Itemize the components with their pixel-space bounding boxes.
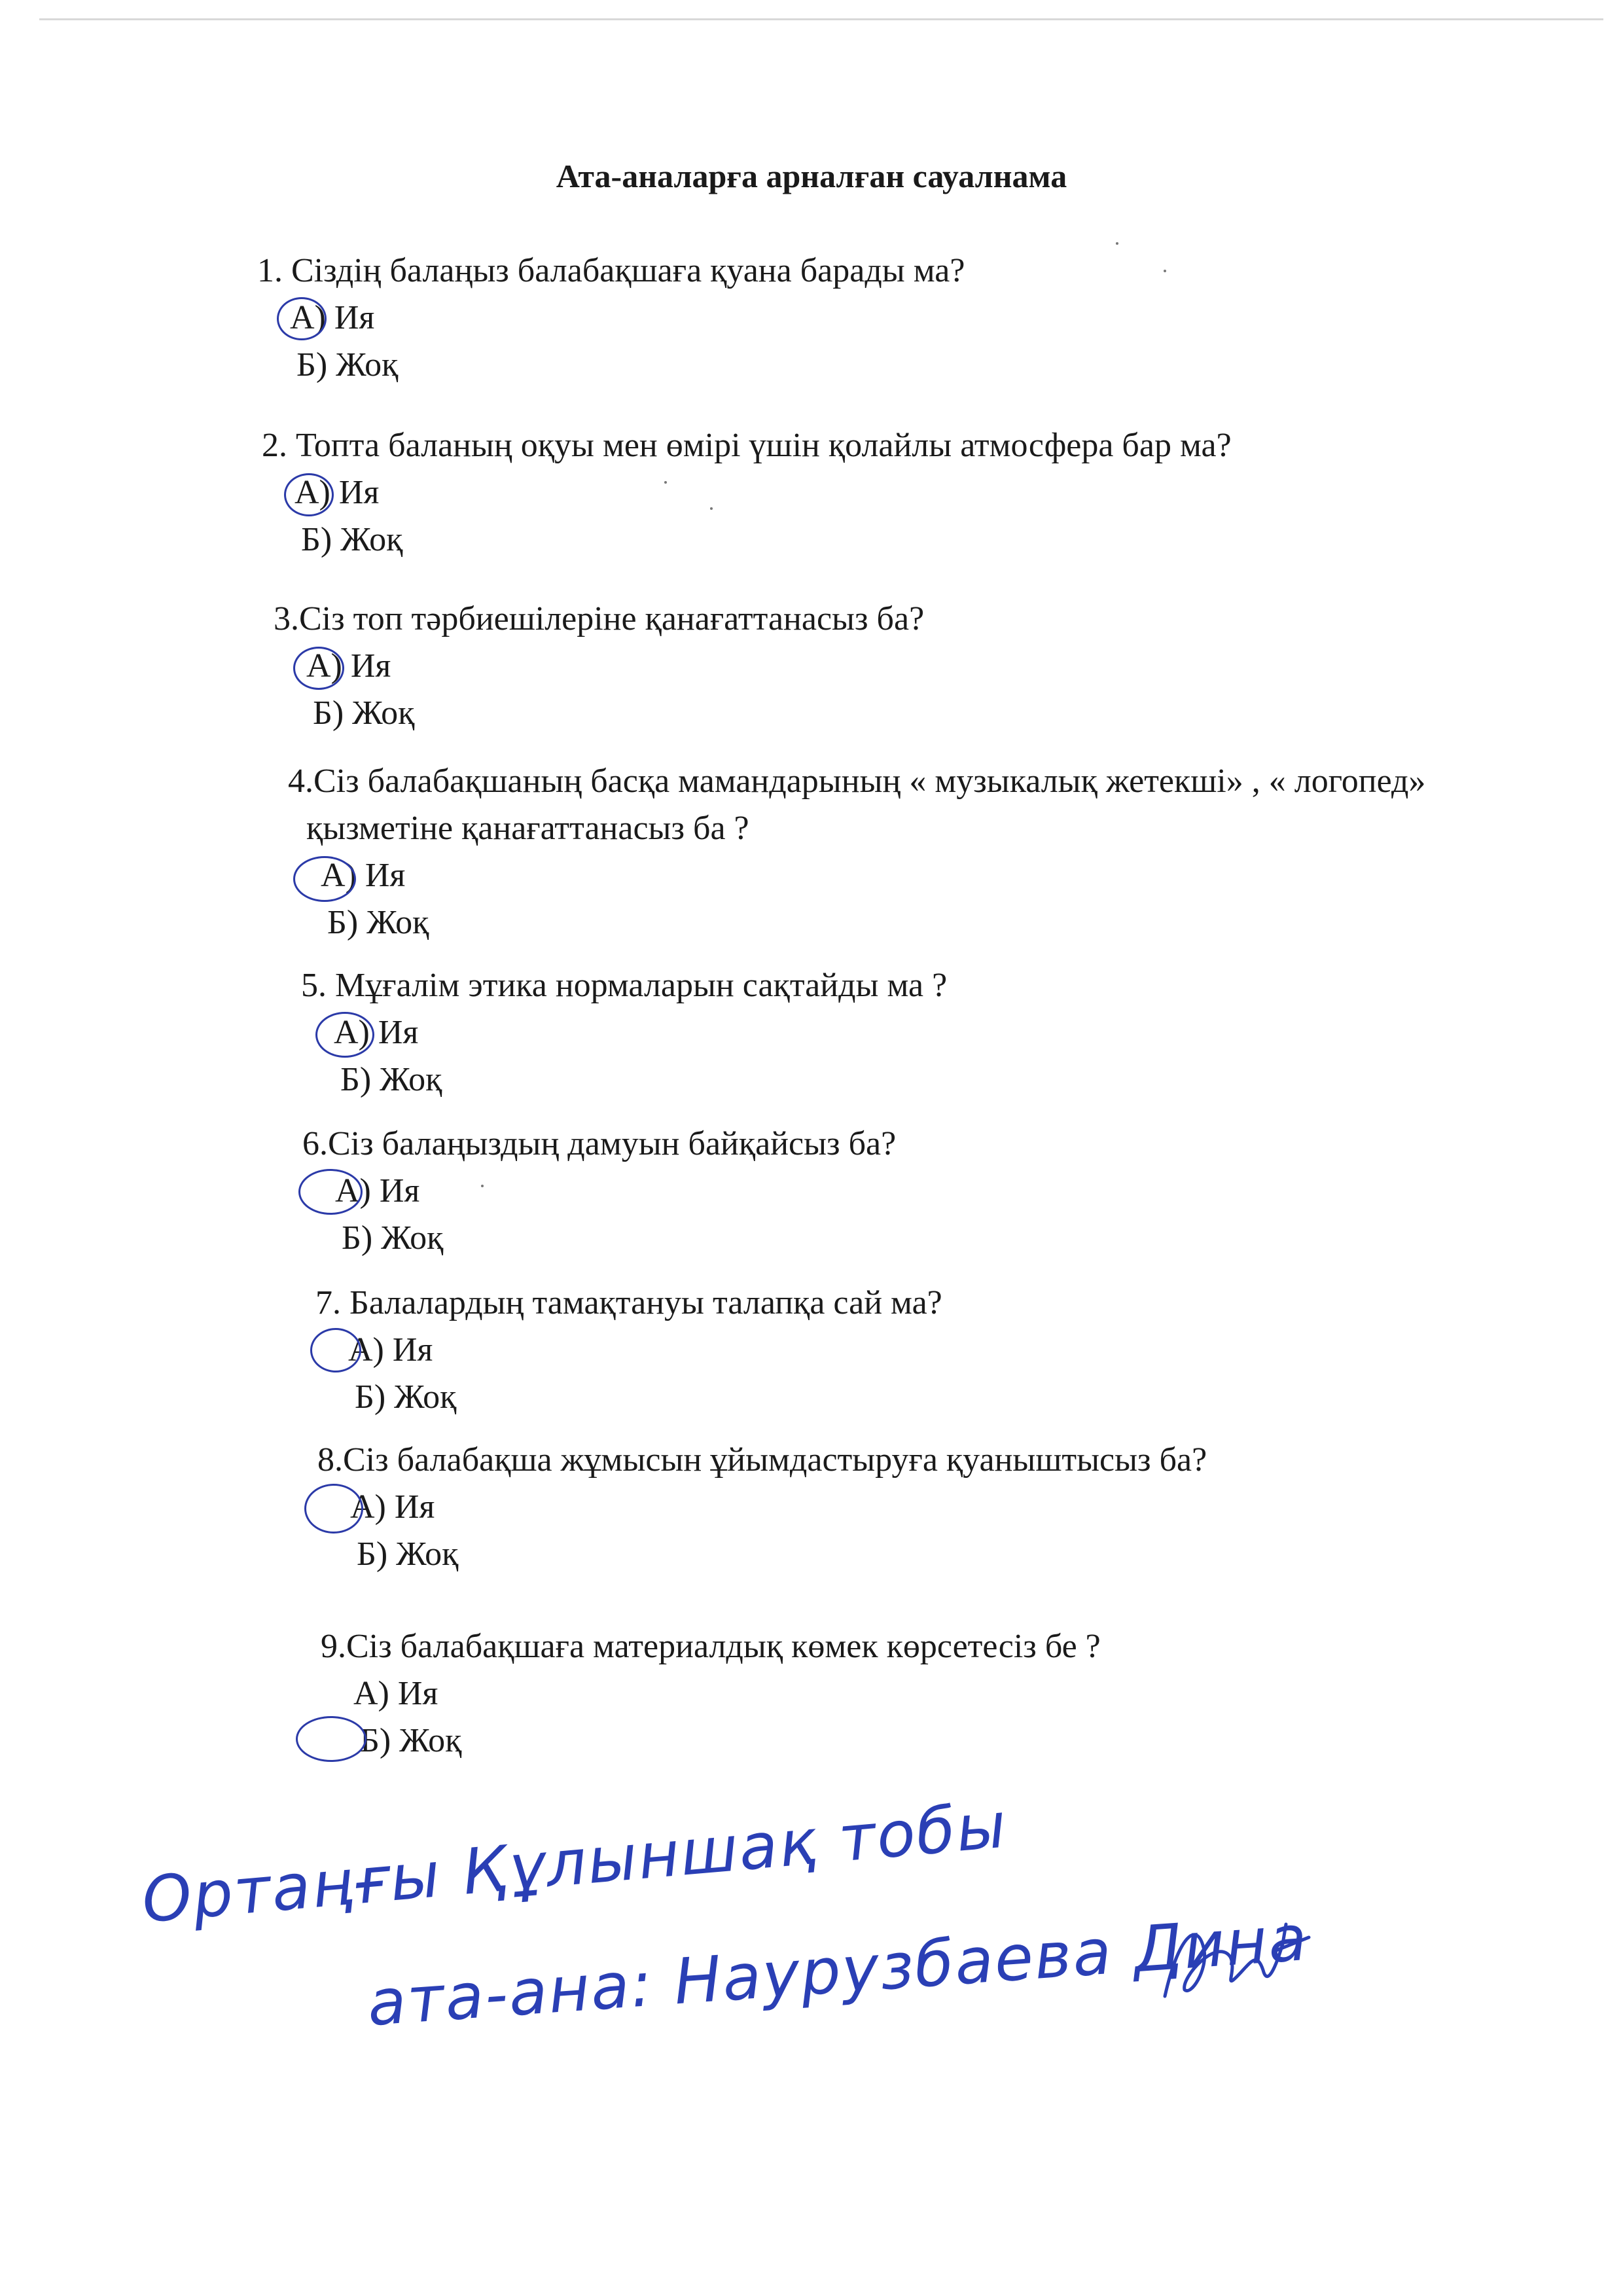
handwritten-parent-name: ата-ана: Наурузбаева Дина xyxy=(365,1901,1311,2041)
scan-speck xyxy=(481,1185,484,1187)
answer-option-b[interactable]: Б) Жоқ xyxy=(327,904,429,941)
answer-option-a[interactable]: А) Ия xyxy=(335,1172,420,1210)
question-text: 5. Мұғалім этика нормаларын сақтайды ма ? xyxy=(301,967,948,1004)
handwritten-circle-mark xyxy=(304,1484,363,1534)
answer-option-b[interactable]: Б) Жоқ xyxy=(296,346,399,384)
answer-option-b[interactable]: Б) Жоқ xyxy=(340,1061,442,1098)
scan-speck xyxy=(664,481,667,484)
scan-speck xyxy=(1164,270,1166,272)
handwritten-circle-mark xyxy=(293,647,344,690)
question-text: 3.Сіз топ тәрбиешілеріне қанағаттанасыз ба? xyxy=(274,600,925,637)
scan-speck xyxy=(710,507,713,510)
answer-option-b[interactable]: Б) Жоқ xyxy=(357,1535,459,1573)
answer-option-a[interactable]: А) Ия xyxy=(334,1014,419,1051)
scan-edge-line xyxy=(39,18,1603,20)
answer-option-b[interactable]: Б) Жоқ xyxy=(342,1219,444,1257)
answer-option-a[interactable]: А) Ия xyxy=(348,1331,433,1369)
handwritten-circle-mark xyxy=(296,1716,366,1762)
question-text: 4.Сіз балабақшаның басқа мамандарының « музыкалық жетекші» , « логопед» xyxy=(288,762,1426,800)
handwritten-group-note: Ортаңғы Құлыншақ тобы xyxy=(139,1788,1010,1937)
signature-icon xyxy=(1152,1898,1322,2029)
question-5 xyxy=(301,962,947,1103)
question-text: 8.Сіз балабақша жұмысын ұйымдастыруға қуаныштысыз ба? xyxy=(317,1441,1207,1479)
question-6 xyxy=(302,1121,896,1262)
question-text-continued: қызметіне қанағаттанасыз ба ? xyxy=(306,810,749,847)
question-text: 2. Топта баланың оқуы мен өмірі үшін қолайлы атмосфера бар ма? xyxy=(262,427,1232,464)
question-2 xyxy=(262,422,1232,564)
question-text: 9.Сіз балабақшаға материалдық көмек көрсетесіз бе ? xyxy=(321,1628,1101,1665)
question-1 xyxy=(257,247,965,389)
handwritten-circle-mark xyxy=(277,297,327,340)
answer-option-a[interactable]: А) Ия xyxy=(321,857,406,894)
answer-option-b[interactable]: Б) Жоқ xyxy=(301,521,403,558)
question-3 xyxy=(274,596,924,737)
question-8 xyxy=(317,1437,1207,1578)
answer-option-b[interactable]: Б) Жоқ xyxy=(360,1722,462,1759)
answer-option-a[interactable]: А) Ия xyxy=(290,299,375,336)
answer-option-b[interactable]: Б) Жоқ xyxy=(313,694,415,732)
question-text: 1. Сіздің балаңыз балабақшаға қуана барады ма? xyxy=(257,252,965,289)
question-7 xyxy=(315,1280,942,1421)
answer-option-a[interactable]: А) Ия xyxy=(350,1488,435,1526)
question-text: 7. Балалардың тамақтануы талапқа сай ма? xyxy=(315,1284,942,1321)
page-title: Ата-аналарға арналған сауалнама xyxy=(556,158,1067,194)
answer-option-a[interactable]: А) Ия xyxy=(294,474,380,511)
question-text: 6.Сіз балаңыздың дамуын байқайсыз ба? xyxy=(302,1125,897,1162)
handwritten-circle-mark xyxy=(298,1169,363,1215)
question-9 xyxy=(321,1623,1101,1765)
answer-option-b[interactable]: Б) Жоқ xyxy=(355,1378,457,1416)
handwritten-circle-mark xyxy=(310,1328,361,1372)
scan-speck xyxy=(1116,242,1118,245)
answer-option-a[interactable]: А) Ия xyxy=(353,1675,438,1712)
answer-option-a[interactable]: А) Ия xyxy=(306,647,391,685)
question-4 xyxy=(288,758,1425,946)
handwritten-circle-mark xyxy=(315,1012,374,1058)
handwritten-circle-mark xyxy=(293,856,356,902)
handwritten-circle-mark xyxy=(284,473,334,516)
